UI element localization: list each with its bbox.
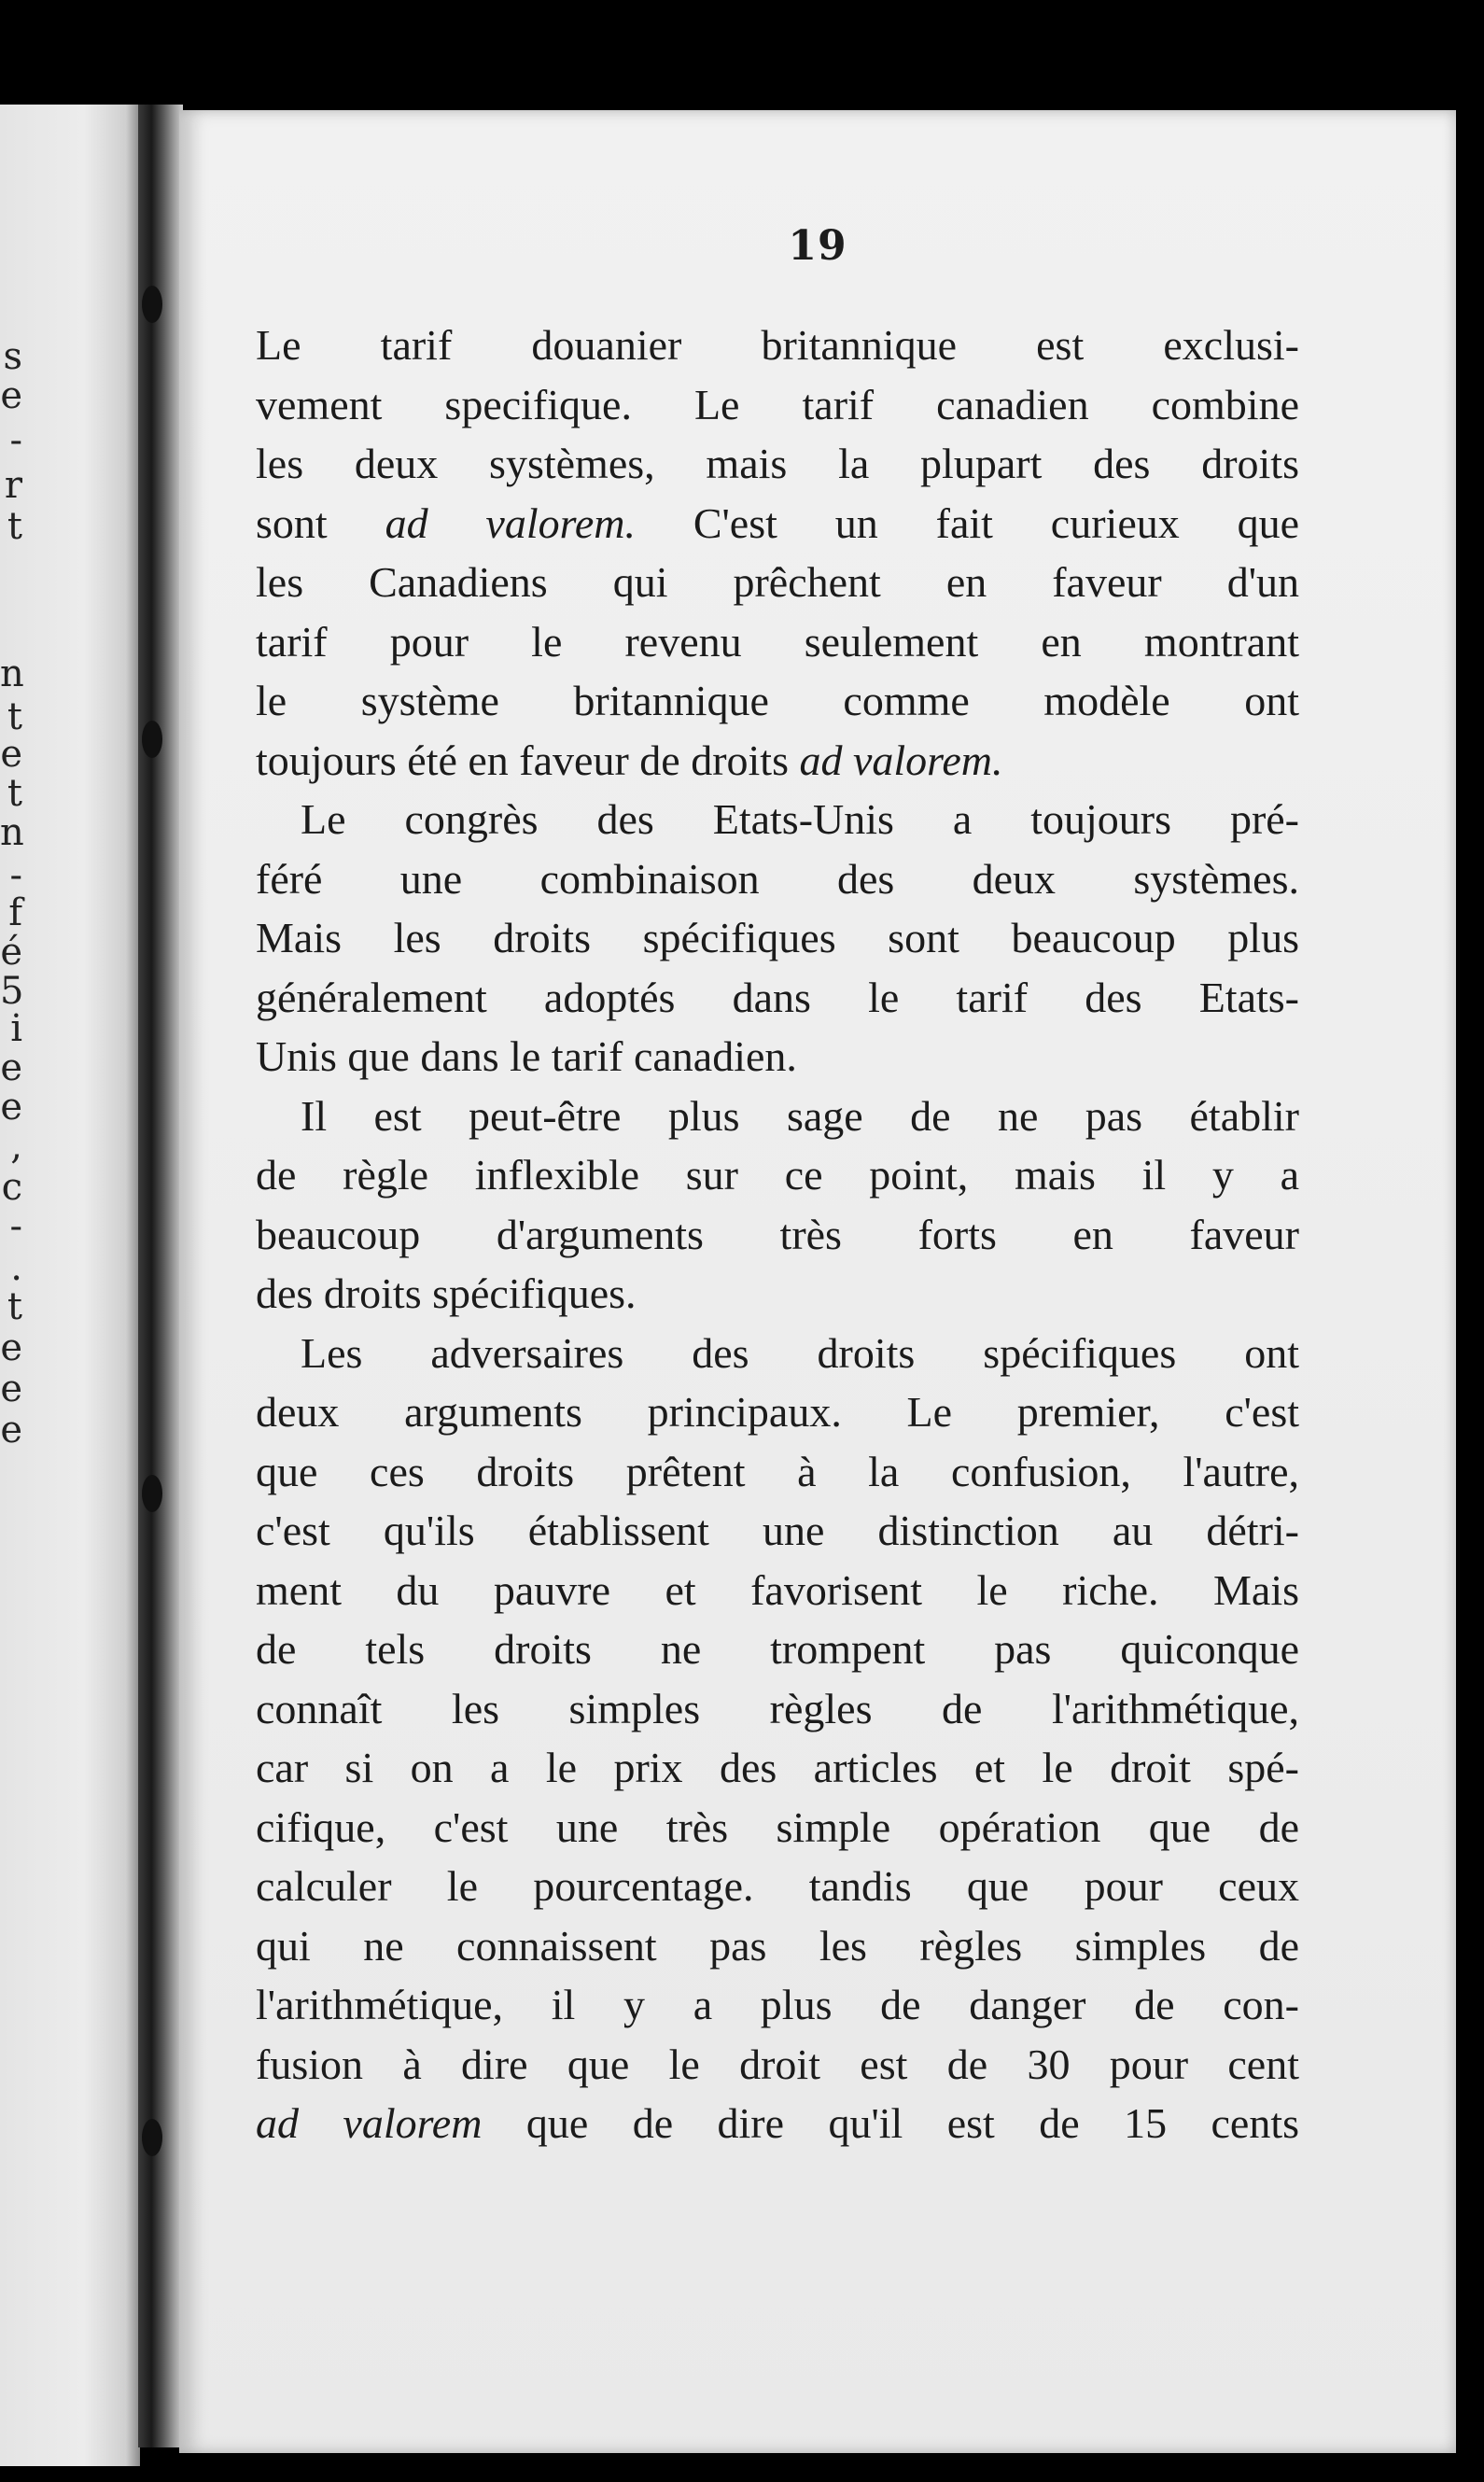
left-page-fragment: t (7, 505, 22, 548)
left-page-fragment: s (3, 335, 22, 378)
text-segment: c'est qu'ils établissent une distinction au détri- (256, 1507, 1299, 1554)
text-segment: qui ne connaissent pas les règles simples de (256, 1921, 1299, 1970)
text-line (256, 849, 1299, 909)
text-line (256, 1501, 1299, 1561)
text-segment: sont (256, 498, 385, 547)
text-segment: ment du pauvre et favorisent le riche. Mais (256, 1565, 1299, 1614)
left-page-fragment: e (0, 1046, 22, 1089)
left-page-fragment: - (9, 1205, 22, 1248)
left-page-text-fragments (0, 105, 28, 2466)
left-page-fragment: i (10, 1007, 22, 1050)
text-line (256, 1382, 1299, 1442)
text-line (256, 553, 1299, 612)
text-segment: de règle inflexible sur ce point, mais il y a (256, 1151, 1299, 1199)
text-line (256, 434, 1299, 494)
left-page-fragment: e (0, 1086, 22, 1129)
text-line (256, 1324, 1299, 1383)
text-line (256, 1087, 1299, 1146)
text-segment: Il est peut-être plus sage de ne pas établir (301, 1091, 1299, 1140)
text-line (256, 2094, 1299, 2153)
text-segment: vement specifique. Le tarif canadien combine (256, 380, 1299, 428)
text-segment: calculer le pourcentage. tandis que pour ceux (256, 1862, 1299, 1910)
left-page-fragment: f (8, 891, 22, 934)
text-line (256, 1264, 1299, 1324)
left-facing-page (0, 105, 140, 2466)
text-line (256, 1857, 1299, 1916)
text-segment: que ces droits prêtent à la confusion, l'autre, (256, 1447, 1299, 1495)
text-segment: toujours été en faveur de droits (256, 736, 800, 784)
text-segment: Mais les droits spécifiques sont beaucoup plus (256, 914, 1299, 961)
text-line (256, 1205, 1299, 1265)
left-page-fragment: . (10, 1246, 22, 1289)
page-number: 19 (788, 222, 847, 270)
text-segment: fusion à dire que le droit est de 30 pour cent (256, 2040, 1299, 2088)
left-page-fragment: e (0, 733, 22, 776)
left-page-fragment: e (0, 1326, 22, 1369)
text-segment: féré une combinaison des deux systèmes. (256, 854, 1299, 903)
text-segment: les deux systèmes, mais la plupart des droits (256, 440, 1299, 487)
text-segment: C'est un fait curieux que (635, 498, 1300, 547)
text-line (256, 968, 1299, 1028)
italic-segment: ad valorem. (799, 736, 1003, 784)
text-line (256, 1975, 1299, 2035)
text-line (256, 1679, 1299, 1739)
text-segment: que de dire qu'il est de 15 cents (482, 2099, 1300, 2147)
text-segment: Les adversaires des droits spécifiques ont (301, 1328, 1299, 1377)
text-segment: connaît les simples règles de l'arithmétique, (256, 1684, 1299, 1732)
binding-stitch (142, 286, 162, 323)
left-page-fragment: 5 (0, 970, 24, 1013)
text-segment: cifique, c'est une très simple opération que de (256, 1802, 1299, 1851)
text-line (256, 1916, 1299, 1976)
book-binding-gutter (138, 105, 183, 2447)
text-segment: l'arithmétique, il y a plus de danger de con- (256, 1981, 1299, 2028)
text-line (256, 612, 1299, 672)
text-line (256, 2035, 1299, 2095)
text-line (256, 1145, 1299, 1205)
text-segment: les Canadiens qui prêchent en faveur d'un (256, 558, 1299, 606)
text-line (256, 790, 1299, 849)
left-page-fragment: n (0, 811, 24, 854)
text-line (256, 731, 1299, 791)
text-segment: deux arguments principaux. Le premier, c'est (256, 1388, 1299, 1436)
binding-stitch (142, 2119, 162, 2156)
binding-stitch (142, 1475, 162, 1512)
text-line (256, 908, 1299, 968)
italic-segment: ad valorem (256, 2099, 483, 2147)
text-segment: généralement adoptés dans le tarif des Etats- (256, 973, 1299, 1021)
text-segment: car si on a le prix des articles et le droit spé- (256, 1744, 1299, 1791)
left-page-fragment: e (0, 1409, 22, 1451)
book-page (179, 110, 1456, 2453)
text-line (256, 1442, 1299, 1502)
left-page-fragment: é (0, 931, 22, 974)
text-line (256, 671, 1299, 731)
italic-segment: ad valorem. (385, 498, 636, 547)
text-line (256, 375, 1299, 435)
text-line (256, 1798, 1299, 1858)
text-segment: Le congrès des Etats-Unis a toujours pré- (301, 795, 1299, 843)
body-text (256, 316, 1299, 2153)
left-page-fragment: - (9, 854, 22, 897)
text-line (256, 1620, 1299, 1679)
left-page-fragment: e (0, 374, 22, 417)
left-page-fragment: n (0, 652, 24, 695)
binding-stitch (142, 721, 162, 758)
text-segment: le système britannique comme modèle ont (256, 677, 1299, 724)
left-page-fragment: t (7, 1285, 22, 1328)
text-segment: des droits spécifiques. (256, 1269, 637, 1317)
left-page-fragment: e (0, 1367, 22, 1410)
text-segment: de tels droits ne trompent pas quiconque (256, 1625, 1299, 1673)
left-page-fragment: t (7, 772, 22, 815)
left-page-fragment: c (1, 1166, 22, 1209)
text-line (256, 1738, 1299, 1798)
left-page-fragment: - (9, 419, 22, 462)
text-segment: beaucoup d'arguments très forts en faveur (256, 1210, 1299, 1258)
text-line (256, 1561, 1299, 1620)
left-page-fragment: r (4, 464, 22, 507)
text-segment: Le tarif douanier britannique est exclusi- (256, 321, 1299, 369)
text-segment: Unis que dans le tarif canadien. (256, 1032, 797, 1080)
text-line (256, 316, 1299, 375)
left-page-fragment: t (7, 695, 22, 738)
text-line (256, 1027, 1299, 1087)
left-page-fragment: , (10, 1125, 22, 1168)
text-line (256, 494, 1299, 554)
text-segment: tarif pour le revenu seulement en montrant (256, 617, 1299, 666)
